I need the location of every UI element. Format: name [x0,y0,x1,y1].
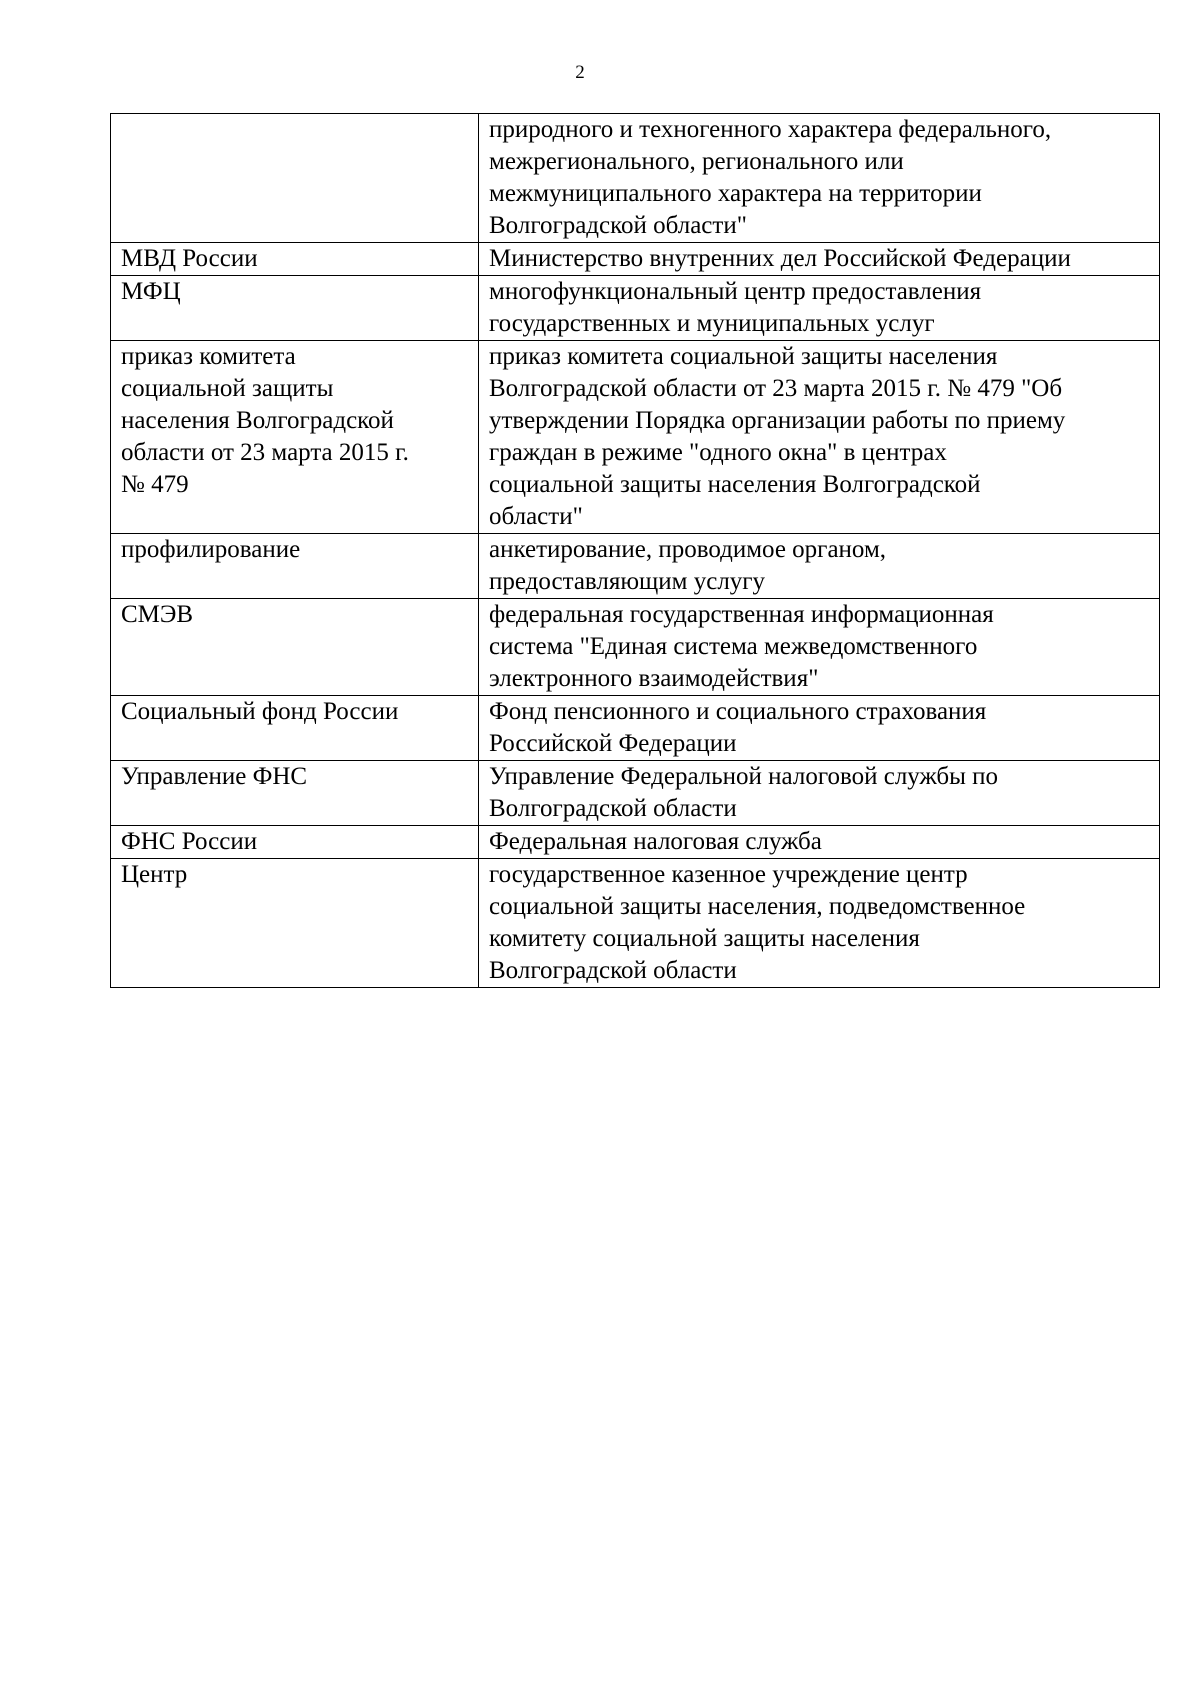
definition-line: Федеральная налоговая служба [489,828,822,855]
definition-line: межрегионального, регионального или [489,148,904,175]
definition-line: комитету социальной защиты населения [489,925,920,952]
term-line: Центр [121,861,188,888]
definition-line: анкетирование, проводимое органом, [489,536,887,563]
definition-cell [479,243,1160,276]
definition-line: приказ комитета социальной защиты населения [489,343,998,370]
definition-cell [479,761,1160,826]
table-row [111,243,1160,276]
definition-line: Российской Федерации [489,730,737,757]
term-line: МФЦ [121,278,181,305]
definition-cell [479,534,1160,599]
definition-line: система "Единая система межведомственного [489,633,978,660]
term-line: Социальный фонд России [121,698,399,725]
term-line: социальной защиты [121,375,334,402]
definition-line: граждан в режиме "одного окна" в центрах [489,439,947,466]
term-line: населения Волгоградской [121,407,394,434]
definition-line: утверждении Порядка организации работы по приему [489,407,1066,434]
definition-line: Волгоградской области" [489,212,747,239]
definition-line: социальной защиты населения, подведомственное [489,893,1026,920]
term-cell [111,859,479,988]
term-cell [111,341,479,534]
term-cell [111,114,479,243]
term-line: приказ комитета [121,343,296,370]
definition-line: федеральная государственная информационная [489,601,994,628]
definition-cell [479,599,1160,696]
definition-line: предоставляющим услугу [489,568,766,595]
term-cell [111,276,479,341]
definition-line: Волгоградской области от 23 марта 2015 г. № 479 "Об [489,375,1063,402]
term-line: МВД России [121,245,258,272]
definition-line: межмуниципального характера на территории [489,180,982,207]
term-line: профилирование [121,536,301,563]
table-row [111,826,1160,859]
page-number: 2 [575,62,585,83]
table-row [111,341,1160,534]
table-row [111,761,1160,826]
definition-line: многофункциональный центр предоставления [489,278,982,305]
definition-cell [479,114,1160,243]
definition-line: Волгоградской области [489,957,737,984]
table-row [111,114,1160,243]
definition-line: Министерство внутренних дел Российской Федерации [489,245,1071,272]
term-cell [111,599,479,696]
definition-line: государственных и муниципальных услуг [489,310,935,337]
table-row [111,859,1160,988]
definition-line: Фонд пенсионного и социального страхования [489,698,987,725]
definition-line: природного и техногенного характера федерального, [489,116,1052,143]
table-row [111,599,1160,696]
table-row [111,696,1160,761]
table-row [111,534,1160,599]
term-cell [111,761,479,826]
definition-line: области" [489,503,583,530]
definition-cell [479,276,1160,341]
term-cell [111,696,479,761]
term-line: Управление ФНС [121,763,308,790]
definition-line: государственное казенное учреждение центр [489,861,968,888]
definition-line: электронного взаимодействия" [489,665,819,692]
term-cell [111,826,479,859]
definition-cell [479,859,1160,988]
definition-cell [479,696,1160,761]
term-line: СМЭВ [121,601,194,628]
term-cell [111,534,479,599]
term-line: области от 23 марта 2015 г. [121,439,409,466]
term-line: № 479 [121,471,189,498]
abbreviations-table [110,113,1160,988]
definition-cell [479,341,1160,534]
definition-cell [479,826,1160,859]
definition-line: Волгоградской области [489,795,737,822]
table-row [111,276,1160,341]
term-line: ФНС России [121,828,258,855]
definition-line: социальной защиты населения Волгоградской [489,471,981,498]
definition-line: Управление Федеральной налоговой службы по [489,763,999,790]
term-cell [111,243,479,276]
